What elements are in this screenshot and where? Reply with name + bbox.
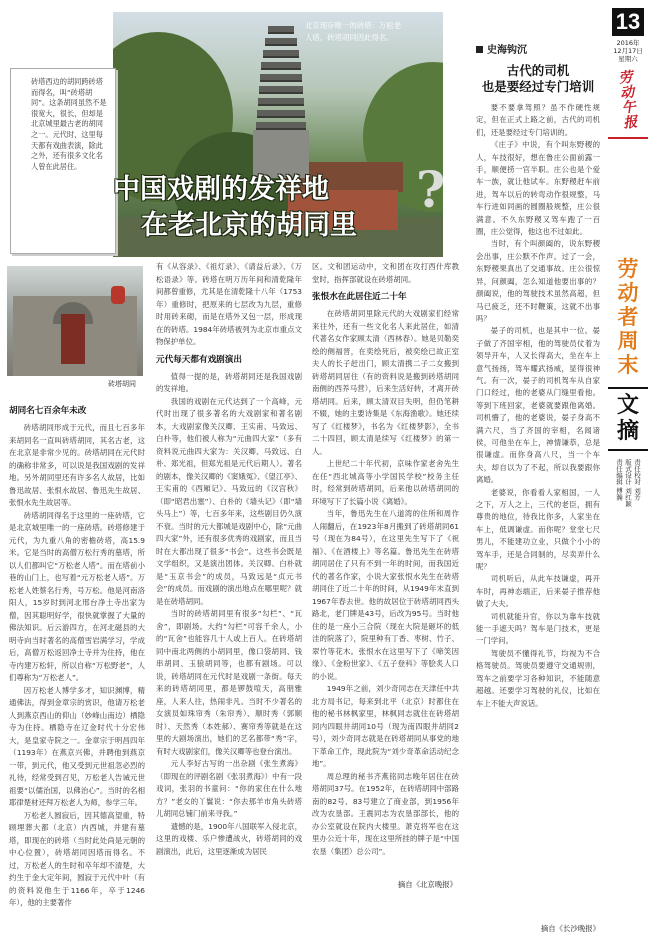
article-column-b bbox=[156, 261, 302, 921]
right-paragraph: 驾驶员不懂得礼节，均视为不合格驾驶员。驾驶员要遵守交通规则，驾车之前要学习各种知识，不能随意超越。还要学习驾驶的礼仪，比如在车上不能大声说话。 bbox=[476, 648, 600, 708]
col-b-paragraph: 有《从容录》、《祖灯录》、《请益后录》、《万松语录》等。砖塔在明万历年间和清乾隆年间都曾重修，尤其是在清乾隆十八年（1753年）重修时，把原来的七层改为九层，重修时用砖来砌，而是在塔外又包一层，形成现在的砖塔。1984年砖塔被列为北京市重点文物保护单位。 bbox=[156, 262, 302, 346]
hero-photo-caption: 北京现存唯一的砖塔：万松老人塔。砖塔胡同因此得名。 bbox=[305, 21, 402, 43]
page-number: 13 bbox=[612, 8, 644, 36]
col-b-paragraph: 遗憾的是，1900年八国联军入侵北京，这里的戏楼、乐户惨遭战火，砖塔胡同的戏剧演出，此后，这里逐渐成为居民 bbox=[156, 821, 302, 856]
article-column-c bbox=[312, 261, 459, 921]
logo-divider bbox=[608, 137, 648, 139]
feature-title-line1: 中国戏剧的发祥地 bbox=[113, 174, 329, 205]
col-a-paragraph: 因万松老人博学多才，知识渊博，精通佛法，得到金章宗的赏识，他请万松老人到燕京西山的仰山（妙峰山南边）栖隐寺为住持。栖隐寺在辽金时代十分宏伟大，是皇家寺院之一。金章宗于明昌四年（1193年）在燕京兴佛，并聘他到燕京一带，到元代，他又受到元世祖忽必烈的礼待，经常受到召见，万松老人告诫元世祖要“以儒治国，以佛治心”。当时的名相耶律楚材还拜万松老人为师，参学三年。 bbox=[9, 685, 145, 807]
col-c-paragraph: 区。文和团运动中，文和团在攻打西什库教堂时，指挥部就设在砖塔胡同。 bbox=[312, 262, 459, 284]
page-sidebar bbox=[606, 8, 650, 933]
section-label: 史海钩沉 bbox=[476, 44, 600, 57]
date-year: 2016年 bbox=[616, 39, 640, 47]
right-paragraph: 当时，有个叫颜阖的，说东野稷会出事，庄公默不作声。过了一会，东野稷果真出了交通事故。庄公很惊异，问颜阖，怎么知道他要出事的？颜阖说，他的驾驶技术虽然高超，但马已疲乏，还不时鞭策，这就不出事吗？ bbox=[476, 239, 600, 323]
col-c-paragraph: 上世纪二十年代初，京味作家老舍先生在任“西北城高等小学国民学校”校务主任时，经常到砖塔胡同，后来他以砖塔胡同的环境写下了长篇小说《离婚》。 bbox=[312, 459, 459, 506]
col-b-paragraph: 元人李好古写的一出杂剧《张生煮海》（即现在的评剧名剧《张羽煮海》）中有一段戏词，张羽的书童问：“你的家住在什么地方？”老女的丫鬟说：“你去那羊市角头砖塔儿胡同总铺门前来寻我。” bbox=[156, 759, 302, 818]
col-a-paragraph: 万松老人圆寂后，因其德高望重，特顾埋葬大都（北京）内西城，并建有墓塔，即现在的砖塔（当时此处尚是元朝的中心位置），砖塔胡同因塔而得名。不过，万松老人的生时和卒年却不清楚，大约生于金大定年间，圆寂于元代中叶（有的资料说他生于1166年，卒于1246年），他的主要著作 bbox=[9, 810, 145, 907]
column-subtitle: 文摘 bbox=[608, 387, 648, 451]
sidenote-text: 砖塔西边的胡同跨砖塔而得名，叫“砖塔胡同”。这条胡同虽然不是很宽大，很长，但却是北京城里最古老的胡同之一。元代时，这里每天都有戏曲表演，除此之外，还有很多文化名人曾在此居住。 bbox=[31, 77, 107, 171]
right-article-source: 摘自《长沙晚报》 bbox=[540, 924, 600, 933]
subheading-name-700-years: 胡同名七百余年未改 bbox=[9, 406, 87, 416]
col-b-paragraph: 当时的砖塔胡同里有很多“勾栏”、“瓦舍”，即剧场。大约“勾栏”可容千余人，小的“瓦舍”也能容几十人或上百人。在砖塔胡同中南北两侧的小胡同里，像口袋胡同、钱串胡同、玉狼胡同等，也都有剧场。可以说，砖塔胡同在元代时是戏剧一条街。每天来的砖塔胡同里，都是锣鼓喧天，高朋雅座，人来人往，热闹非凡。当时不少著名的女演员如珠帘秀（朱帘秀）、顺时秀（郭顺时）、天然秀（本姓郝）、赛帘秀等就是在这里的大剧场演出，她们的艺名都带“秀”字，有时大戏剧家们，像关汉卿等也登台演出。 bbox=[156, 609, 302, 756]
col-a-paragraph: 砖塔胡同形成于元代，而且七百多年来胡同名一直叫砖塔胡同，其名古老，这在北京是非常少见的。砖塔胡同在元代时的确称非常多，可以说是我国戏剧的发祥地。另外胡同里还有许多名人故居，比如鲁迅故居、张恨水故居、鲁迅先生故居、张恨水先生故居等。 bbox=[9, 423, 145, 507]
alley-photo-caption: 砖塔胡同 bbox=[108, 380, 136, 388]
editor-credits bbox=[608, 459, 648, 507]
right-paragraph: 晏子的司机，也是其中一位。晏子做了齐国宰相，他的驾驶员仗着为领导开车，人又长得高大，坐在车上意气扬扬，驾车耀武扬威，显得很神气。有一次，晏子的司机驾车从自家门口经过，他的老婆从门缝里看他。等到下班回家，老婆就要跟他离婚。司机懵了，他的老婆说，晏子身高不满六尺，当了齐国的宰相，名闻诸侯，可他坐在车上，神情谦恭，总是很谦虚。而你身高八尺，当一个车夫，却自以为了不起，所以我要跟你离婚。 bbox=[476, 326, 600, 485]
feature-title bbox=[113, 172, 443, 252]
issue-date bbox=[606, 39, 650, 63]
right-article-title-line1: 古代的司机 bbox=[506, 63, 570, 78]
right-paragraph: 老婆说，你看看人家相国，一人之下，万人之上，三代的老臣，拥有尊贵的地位，待我比你多，人家坐在车上，低调谦虚。而你呢？堂堂七尺男儿，不能建功立业，只做个小小的驾车手，还是合同制的，尽卖弄什么呢？ bbox=[476, 487, 600, 572]
col-c-paragraph: 1949年之前，刘少奇同志在天津任中共北方局书记，每来到北平（北京）时都住在他的秘书林枫家里，林枫同志就住在砖塔胡同内四眼井胡同10号（现为南四眼井胡同2号），刘少奇同志就是在砖塔胡同从事党的地下革命工作，现此院为“刘少奇革命活动纪念地”。 bbox=[312, 684, 459, 768]
right-paragraph: 要不要拿驾照？虽不作硬性规定，但在正式上路之前，古代的司机们，还是要经过专门培训的。 bbox=[476, 103, 600, 137]
date-weekday: 星期六 bbox=[618, 55, 638, 63]
right-article-title-line2: 也是要经过专门培训 bbox=[481, 79, 595, 94]
alley-photo bbox=[7, 266, 143, 376]
right-article bbox=[476, 44, 600, 933]
credit-proofreader: 责任校对 刘芳 bbox=[633, 459, 641, 501]
date-day: 12月17日 bbox=[613, 47, 643, 55]
newspaper-logo: 劳动午报 bbox=[617, 69, 639, 132]
col-c-paragraph: 当年，鲁迅先生在八道湾的住所和周作人闹翻后，在1923年8月搬到了砖塔胡同61号（现在为84号），在这里先生写下了《祝福》、《在酒楼上》等名篇。鲁迅先生在砖塔胡同居住了只有不到一年的时间，而我国近代的著名作家，小说大家张恨水先生在砖塔胡同住了近二十年的时间，从1949年末直到1967年春去世。他的故居位于砖塔胡同西头路北，老门牌是43号，后改为95号。当时他住的是一座小三合院（现在大院是砸坏的低洼的院落了），院里种有丁香、枣树、竹子、翠竹等花木。张恨水在这里写下了《啼笑因缘》、《金粉世家》、《五子登科》等脍炙人口的小说。 bbox=[312, 509, 459, 681]
right-paragraph: 司机听后，从此车技谦虚，再开车时，再神态端正，后来晏子推荐他做了大夫。 bbox=[476, 574, 600, 609]
subheading-yuan-opera: 元代每天都有戏剧演出 bbox=[156, 354, 242, 365]
col-c-paragraph: 周总理的秘书齐燕铭同志晚年居住在砖塔胡同37号。在1952年，在砖塔胡同中部路南的82号、83号建立了商业部，到1956年改为农垦部。王震同志为农垦部部长，他的办公室就设在院内大楼里。萧克将军也在这里办公近十年，现在这里所挂的牌子是“中国农垦（集团）总公司”。 bbox=[312, 771, 459, 856]
sidenote-box bbox=[10, 68, 116, 254]
article-column-a bbox=[9, 400, 145, 930]
subheading-zhang-henshui: 张恨水在此居住近二十年 bbox=[312, 292, 407, 302]
column-title: 劳动者周末 bbox=[617, 257, 639, 377]
feature-source: 摘自《北京晚报》 bbox=[397, 880, 457, 889]
feature-title-line2: 在老北京的胡同里 bbox=[141, 210, 357, 241]
col-c-paragraph: 在砖塔胡同里除元代的大戏剧家们经常来往外，还有一些文化名人来此居住，如清代著名女作家顾太清（西林春）。她是贝勒奕绘的侧福晋，在奕绘死后，被奕绘已故正室夫人的长子赶出门，顾太清携二子二女搬到砖塔胡同居住（有的资料说是搬到砖塔胡同南侧的西养马营），后来生活好转，才离开砖塔胡同。后来，顾太清双目失明，但仍笔耕不辍，她的主要诗集是《东海渔歌》。她还续写了《红楼梦》，书名为《红楼梦影》，全书二十四回，顾太清是续写《红楼梦》的第一人。 bbox=[312, 309, 459, 456]
col-b-paragraph: 我国的戏剧在元代达到了一个高峰，元代时出现了很多著名的大戏剧家和著名剧本，大戏剧家像关汉卿、王实甫、马致远、白朴等，他们被人称为“元曲四大家”（多有资料说元曲四大家为：关汉卿、马致远、白朴、郑光祖，但郑光祖是元代后期人）。著名的剧本，像关汉卿的《窦娥冤》、《望江亭》、王实甫的《西厢记》、马致远的《汉宫秋》（即“昭君出塞”）、白朴的《墙头记》（即“墙头马上”）等，七百多年来，这些剧目仍久演不衰。当时的元大都城是戏剧中心，除“元曲四大家”外，还有很多优秀的戏剧家，而且当时在大都出现了很多“书会”。这些书会既是文学组织，又是演出团体。关汉卿、白朴就是“玉京书会”的成员，马致远是“贞元书会”的成员。而戏剧的演出地点在哪里呢？就是在砖塔胡同。 bbox=[156, 396, 302, 606]
right-paragraph: 司机就能升官，你以为靠车技就能一手遮天吗？驾车是门技术，更是一门学问。 bbox=[476, 611, 600, 646]
credit-designer: 版式设计 刘红颖 bbox=[624, 459, 632, 507]
credit-editor: 责任编辑 傅瀚 bbox=[615, 459, 623, 501]
right-article-body bbox=[476, 102, 600, 877]
right-paragraph: 《庄子》中说，有个叫东野稷的人，车技很好，想在鲁庄公面前露一手，顺便捞一官半职。庄公也是个爱车一族，就让他试车。东野稷赶车前进，驾车以后的转弯动作很规整，马车行进如同画的圆圈般规整，庄公很满意。不久东野稷又驾车跑了一百圈，庄公觉得，他这也不过如此。 bbox=[476, 140, 600, 237]
question-mark-decoration: ? bbox=[416, 160, 446, 219]
col-b-paragraph: 值得一提的是，砖塔胡同还是我国戏剧的发祥地。 bbox=[156, 371, 302, 393]
col-a-paragraph: 砖塔胡同得名于这里的一座砖塔，它是北京城里唯一的一座砖塔。砖塔修建于元代，为九重八角的密檐砖塔，高15.9米。它是当时的高僧万松行秀的墓塔，所以人们都叫它“万松老人塔”。而在塔前小巷的山门上，也写着“元万松老人塔”。万松老人姓蔡名行秀，号万松。他是河南洛阳人，15岁时到河北邢台净土寺出家为僧，因其聪明好学，很快就掌握了大量的佛法知识。后云游四方，在河北磁县的大明寺向当时著名的高僧雪岩满学习，学成后，高僧万松返回净土寺并为住持，他在寺内建万松轩，所以自称“万松野老”，人们尊称为“万松老人”。 bbox=[9, 510, 145, 682]
